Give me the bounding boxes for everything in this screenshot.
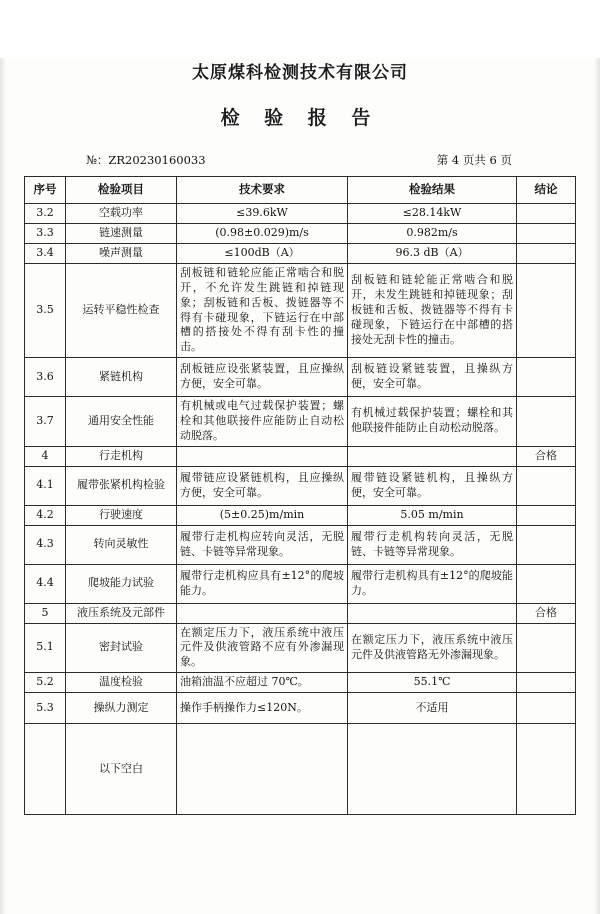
cell-result bbox=[348, 446, 517, 466]
cell-item: 液压系统及元部件 bbox=[66, 603, 177, 623]
table-row bbox=[25, 264, 576, 358]
cell-requirement: 操作手柄操作力≤120N。 bbox=[177, 693, 348, 724]
table-row bbox=[25, 397, 576, 447]
report-number bbox=[86, 152, 206, 168]
cell-no: 3.7 bbox=[25, 397, 66, 447]
cell-conclusion bbox=[517, 397, 576, 447]
cell-result: 5.05 m/min bbox=[348, 505, 517, 525]
table-row bbox=[25, 244, 576, 264]
table-row bbox=[25, 466, 576, 505]
page-edge-right bbox=[594, 58, 600, 914]
cell-requirement: 履带行走机构应具有±12°的爬坡能力。 bbox=[177, 564, 348, 603]
cell-result: 履带行走机构转向灵活，无脱链、卡链等异常现象。 bbox=[348, 525, 517, 564]
column-header-requirement: 技术要求 bbox=[177, 177, 348, 204]
cell-no: 4.4 bbox=[25, 564, 66, 603]
cell-conclusion bbox=[517, 264, 576, 358]
cell-requirement: (0.98±0.029)m/s bbox=[177, 224, 348, 244]
cell-requirement: 油箱油温不应超过 70℃。 bbox=[177, 673, 348, 693]
table-row bbox=[25, 623, 576, 673]
page-edge-left bbox=[0, 58, 6, 914]
cell-requirement: (5±0.25)m/min bbox=[177, 505, 348, 525]
table-row bbox=[25, 224, 576, 244]
cell-item: 噪声测量 bbox=[66, 244, 177, 264]
column-header-conclusion: 结论 bbox=[517, 177, 576, 204]
cell-requirement: 履带行走机构应转向灵活，无脱链、卡链等异常现象。 bbox=[177, 525, 348, 564]
cell-item: 操纵力测定 bbox=[66, 693, 177, 724]
cell-conclusion bbox=[517, 525, 576, 564]
column-header-no: 序号 bbox=[25, 177, 66, 204]
cell-conclusion bbox=[517, 244, 576, 264]
cell-conclusion bbox=[517, 466, 576, 505]
table-row bbox=[25, 204, 576, 224]
cell-result: 96.3 dB（A） bbox=[348, 244, 517, 264]
cell-conclusion bbox=[517, 693, 576, 724]
cell-no: 3.3 bbox=[25, 224, 66, 244]
cell-result: 履带行走机构具有±12°的爬坡能力。 bbox=[348, 564, 517, 603]
cell-item: 行走机构 bbox=[66, 446, 177, 466]
tail-note: 以下空白 bbox=[66, 724, 177, 815]
report-number-value: ZR20230160033 bbox=[108, 153, 206, 167]
cell-item: 通用安全性能 bbox=[66, 397, 177, 447]
cell-no: 4.3 bbox=[25, 525, 66, 564]
cell-requirement bbox=[177, 603, 348, 623]
cell-item: 运转平稳性检查 bbox=[66, 264, 177, 358]
report-number-label: №： bbox=[86, 153, 109, 167]
table-row bbox=[25, 603, 576, 623]
cell-requirement: 履带链应设紧链机构，且应操纵方便，安全可靠。 bbox=[177, 466, 348, 505]
cell-item: 行驶速度 bbox=[66, 505, 177, 525]
cell-result: 55.1℃ bbox=[348, 673, 517, 693]
cell-requirement: ≤39.6kW bbox=[177, 204, 348, 224]
table-row bbox=[25, 446, 576, 466]
cell-conclusion bbox=[517, 358, 576, 397]
table-row bbox=[25, 505, 576, 525]
cell-conclusion bbox=[517, 673, 576, 693]
table-tail-row bbox=[25, 724, 576, 815]
cell-result: 在额定压力下，液压系统中液压元件及供液管路无外渗漏现象。 bbox=[348, 623, 517, 673]
cell-result: 刮板链设紧链装置，且操纵方便，安全可靠。 bbox=[348, 358, 517, 397]
cell-result: ≤28.14kW bbox=[348, 204, 517, 224]
table-header-row bbox=[25, 177, 576, 204]
cell-requirement-empty bbox=[177, 724, 348, 815]
cell-no: 4.2 bbox=[25, 505, 66, 525]
cell-no: 3.5 bbox=[25, 264, 66, 358]
column-header-result: 检验结果 bbox=[348, 177, 517, 204]
column-header-item: 检验项目 bbox=[66, 177, 177, 204]
cell-item: 履带张紧机构检验 bbox=[66, 466, 177, 505]
cell-no: 5 bbox=[25, 603, 66, 623]
cell-item: 空载功率 bbox=[66, 204, 177, 224]
table-row bbox=[25, 673, 576, 693]
cell-requirement bbox=[177, 446, 348, 466]
cell-result: 不适用 bbox=[348, 693, 517, 724]
table-row bbox=[25, 564, 576, 603]
cell-item: 链速测量 bbox=[66, 224, 177, 244]
cell-item: 爬坡能力试验 bbox=[66, 564, 177, 603]
cell-no: 3.2 bbox=[25, 204, 66, 224]
cell-conclusion: 合格 bbox=[517, 446, 576, 466]
cell-no: 5.3 bbox=[25, 693, 66, 724]
company-name: 太原煤科检测技术有限公司 bbox=[192, 63, 408, 83]
cell-result bbox=[348, 603, 517, 623]
cell-conclusion bbox=[517, 204, 576, 224]
table-row bbox=[25, 693, 576, 724]
table-row bbox=[25, 525, 576, 564]
cell-requirement: ≤100dB（A） bbox=[177, 244, 348, 264]
cell-no: 5.2 bbox=[25, 673, 66, 693]
cell-result: 刮板链和链轮能正常啮合和脱开，未发生跳链和掉链现象；刮板链和舌板、拨链器等不得有卡碰现象，下链运行在中部槽的搭接处无刮卡性的撞击。 bbox=[348, 264, 517, 358]
cell-no: 3.6 bbox=[25, 358, 66, 397]
report-page bbox=[0, 58, 600, 914]
cell-conclusion: 合格 bbox=[517, 603, 576, 623]
cell-no: 4.1 bbox=[25, 466, 66, 505]
page-indicator: 第 4 页共 6 页 bbox=[436, 153, 512, 167]
cell-no-empty bbox=[25, 724, 66, 815]
cell-conclusion bbox=[517, 564, 576, 603]
page-title: 检 验 报 告 bbox=[220, 107, 380, 129]
table-row bbox=[25, 358, 576, 397]
cell-result-empty bbox=[348, 724, 517, 815]
cell-item: 紧链机构 bbox=[66, 358, 177, 397]
cell-conclusion bbox=[517, 224, 576, 244]
cell-no: 4 bbox=[25, 446, 66, 466]
cell-requirement: 刮板链和链轮应能正常啮合和脱开，不允许发生跳链和掉链现象；刮板链和舌板、拨链器等不得有卡碰现象，下链运行在中部槽的搭接处不得有刮卡性的撞击。 bbox=[177, 264, 348, 358]
cell-item: 密封试验 bbox=[66, 623, 177, 673]
cell-no: 5.1 bbox=[25, 623, 66, 673]
cell-result: 履带链设紧链机构，且操纵方便，安全可靠。 bbox=[348, 466, 517, 505]
cell-item: 温度检验 bbox=[66, 673, 177, 693]
meta-row bbox=[0, 152, 600, 170]
cell-requirement: 刮板链应设张紧装置，且应操纵方便，安全可靠。 bbox=[177, 358, 348, 397]
inspection-table bbox=[24, 176, 576, 815]
cell-no: 3.4 bbox=[25, 244, 66, 264]
cell-requirement: 有机械或电气过载保护装置；螺栓和其他联接件应能防止自动松动脱落。 bbox=[177, 397, 348, 447]
cell-requirement: 在额定压力下，液压系统中液压元件及供液管路不应有外渗漏现象。 bbox=[177, 623, 348, 673]
cell-item: 转向灵敏性 bbox=[66, 525, 177, 564]
cell-result: 0.982m/s bbox=[348, 224, 517, 244]
cell-conclusion-empty bbox=[517, 724, 576, 815]
cell-conclusion bbox=[517, 505, 576, 525]
cell-conclusion bbox=[517, 623, 576, 673]
cell-result: 有机械过载保护装置；螺栓和其他联接件能防止自动松动脱落。 bbox=[348, 397, 517, 447]
